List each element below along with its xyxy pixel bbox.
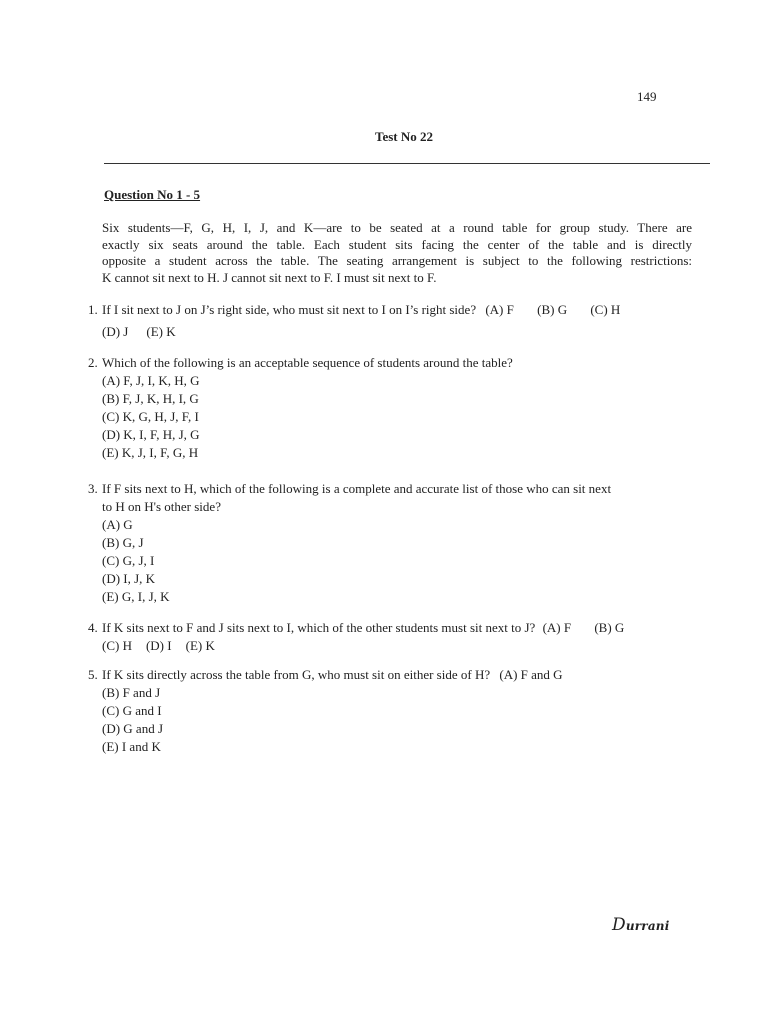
question-5 xyxy=(88,666,708,756)
option-b: (B) F and J xyxy=(102,685,161,700)
test-title: Test No 22 xyxy=(374,129,434,144)
question-2 xyxy=(88,354,708,462)
option-d: (D) K, I, F, H, J, G xyxy=(102,427,200,442)
option-a: (A) F, J, I, K, H, G xyxy=(102,373,200,388)
question-number: 3. xyxy=(88,481,98,496)
option-e: (E) K xyxy=(146,324,176,339)
question-number: 1. xyxy=(88,302,98,317)
intro-line: Six students—F, G, H, I, J, and K—are to be seated at a round table for group study. There are xyxy=(102,220,692,235)
option-c: (C) H xyxy=(102,638,132,653)
section-heading: Question No 1 - 5 xyxy=(104,187,201,202)
option-d: (D) J xyxy=(102,324,129,339)
question-stem: If F sits next to H, which of the following is a complete and accurate list of those who can sit next xyxy=(102,481,612,496)
intro-line: K cannot sit next to H. J cannot sit next to F. I must sit next to F. xyxy=(102,269,437,285)
intro-line: exactly six seats around the table. Each student sits facing the center of the table and is directly xyxy=(102,236,692,252)
option-c: (C) G and I xyxy=(102,703,162,718)
option-a: (A) F and G xyxy=(499,667,563,682)
question-3 xyxy=(88,480,708,606)
question-number: 4. xyxy=(88,620,98,635)
option-e: (E) K, J, I, F, G, H xyxy=(102,445,199,460)
question-stem: Which of the following is an acceptable sequence of students around the table? xyxy=(102,355,513,370)
intro-paragraph xyxy=(102,220,692,286)
question-stem: If K sits directly across the table from G, who must sit on either side of H? xyxy=(102,667,491,682)
option-b: (B) G xyxy=(594,620,625,635)
question-stem: If K sits next to F and J sits next to I, which of the other students must sit next to J? xyxy=(102,620,536,635)
signature-initial: D xyxy=(612,915,626,935)
option-d: (D) G and J xyxy=(102,721,164,736)
question-number: 2. xyxy=(88,355,98,370)
option-a: (A) F xyxy=(542,620,572,635)
option-c: (C) G, J, I xyxy=(102,553,155,568)
option-e: (E) I and K xyxy=(102,739,161,754)
option-a: (A) G xyxy=(102,517,133,532)
option-a: (A) F xyxy=(485,302,514,317)
header-rule xyxy=(104,163,710,164)
author-signature xyxy=(612,915,669,935)
question-4 xyxy=(88,619,708,655)
option-d: (D) I xyxy=(145,638,172,653)
intro-line: opposite a student across the table. The seating arrangement is subject to the following restrictions: xyxy=(102,253,692,268)
option-c: (C) H xyxy=(590,302,621,317)
option-c: (C) K, G, H, J, F, I xyxy=(102,409,199,424)
question-stem: If I sit next to J on J’s right side, who must sit next to I on I’s right side? xyxy=(102,302,477,317)
option-e: (E) G, I, J, K xyxy=(102,589,170,604)
option-b: (B) F, J, K, H, I, G xyxy=(102,391,199,406)
question-number: 5. xyxy=(88,667,98,682)
question-stem-continued: to H on H's other side? xyxy=(102,499,221,514)
question-1 xyxy=(88,301,708,341)
page-number: 149 xyxy=(637,89,657,104)
signature-rest: urrani xyxy=(625,919,670,933)
option-b: (B) G xyxy=(537,302,568,317)
option-b: (B) G, J xyxy=(102,535,144,550)
option-d: (D) I, J, K xyxy=(102,571,156,586)
option-e: (E) K xyxy=(185,638,215,653)
